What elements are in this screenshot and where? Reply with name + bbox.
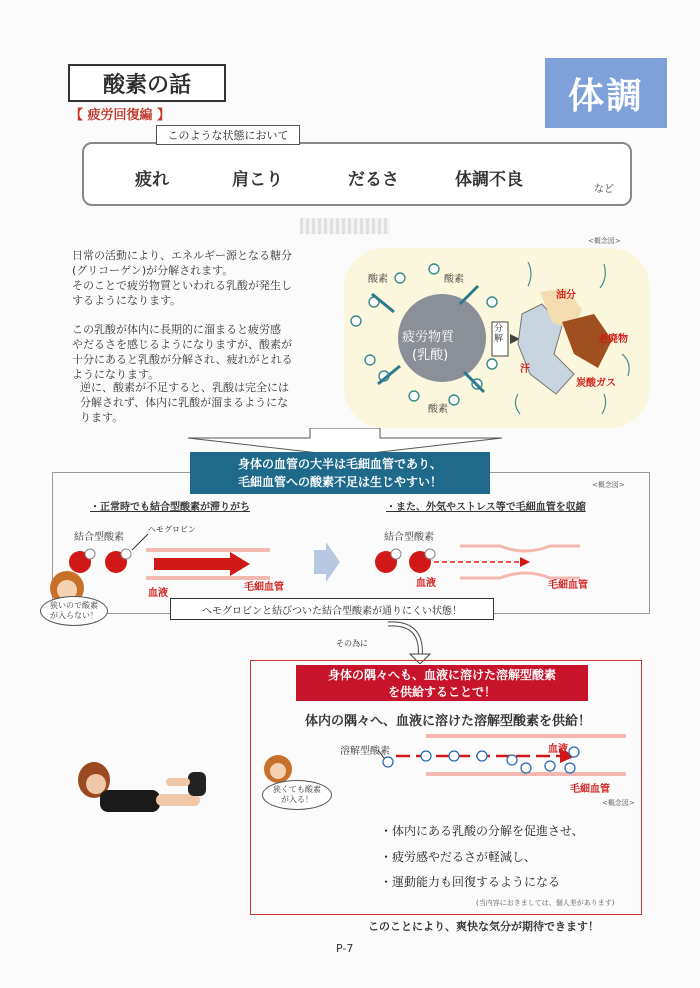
normal-state-heading: ・正常時でも結合型酸素が滞りがち (90, 502, 250, 513)
symptom-item: だるさ (348, 170, 399, 190)
bound-oxygen-label: 結合型酸素 (74, 532, 124, 543)
disclaimer: (当内容におきましては、個人差があります) (476, 899, 615, 907)
capillary-label: 毛細血管 (548, 580, 588, 591)
dissolved-oxygen-diagram (370, 732, 630, 782)
capillary-label: 毛細血管 (570, 784, 610, 795)
oil-label: 油分 (556, 290, 576, 301)
decompose-label: 分解 (494, 324, 504, 344)
curved-arrow-icon (384, 618, 434, 664)
speech-bubble: 狭いので酸素 が入らない！ (40, 596, 108, 626)
reclining-girl-photo (70, 760, 220, 830)
constricted-heading: ・また、外気やストレス等で毛細血管を収縮 (386, 502, 586, 513)
fatigue-substance-label: 疲労物質 (402, 330, 455, 345)
supply-heading: 体内の隅々へ、血液に溶けた溶解型酸素を供給！ (305, 714, 592, 729)
symptoms-suffix: など (594, 184, 614, 195)
dissolved-oxygen-banner: 身体の隅々へも、血液に溶けた溶解型酸素 を供給することで！ (296, 665, 588, 701)
oxygen-label: 酸素 (444, 274, 464, 285)
blood-label: 血液 (548, 744, 568, 755)
oxygen-label: 酸素 (368, 274, 388, 285)
concept-label: <概念図> (588, 237, 621, 245)
therefore-label: その為に (336, 639, 368, 648)
blood-label: 血液 (416, 578, 436, 589)
page-title: 酸素の話 (68, 64, 226, 102)
concept-label: <概念図> (592, 481, 625, 489)
sweat-label: 汗 (520, 364, 530, 375)
capillary-banner: 身体の血管の大半は毛細血管であり、 毛細血管への酸素不足は生じやすい！ (190, 452, 490, 494)
co2-label: 炭酸ガス (576, 378, 616, 389)
blood-label: 血液 (148, 588, 168, 599)
conclusion: このことにより、爽快な気分が期待できます！ (368, 920, 599, 933)
benefit-item: ・体内にある乳酸の分解を促進させ、 (380, 824, 584, 838)
hemoglobin-banner: ヘモグロビンと結びついた結合型酸素が通りにくい状態！ (170, 598, 494, 620)
concept-label: <概念図> (602, 799, 635, 807)
symptom-item: 肩こり (232, 170, 283, 190)
intro-paragraph-3: 逆に、酸素が不足すると、乳酸は完全には 分解されず、体内に乳酸が溜まるようにな ります。 (80, 381, 289, 424)
benefit-item: ・疲労感やだるさが軽減し、 (380, 850, 537, 864)
hemoglobin-label: ヘモグロビン (148, 525, 196, 534)
dissolved-oxygen-label: 溶解型酸素 (340, 746, 390, 757)
intro-paragraph-2: この乳酸が体内に長期的に溜まると疲労感 やだるさを感じるようになりますが、酸素が 十分にあると乳酸が分解され、疲れがとれる ようになります。 (72, 323, 293, 381)
intro-paragraph-1: 日常の活動により、エネルギー源となる糖分 (グリコーゲン)が分解されます。 そのことで疲労物質といわれる乳酸が発生し するようになります。 (72, 249, 292, 307)
page-number: P-7 (336, 942, 354, 955)
capillary-label: 毛細血管 (244, 582, 284, 593)
condition-label: このような状態において (156, 125, 300, 145)
benefit-item: ・運動能力も回復するようになる (380, 875, 561, 889)
waste-label: 老廃物 (598, 334, 628, 345)
lactic-acid-label: (乳酸) (412, 348, 449, 363)
subtitle: 【 疲労回復編 】 (70, 108, 171, 123)
bound-oxygen-label: 結合型酸素 (384, 532, 434, 543)
symptom-item: 疲れ (135, 170, 169, 190)
oxygen-label: 酸素 (428, 404, 448, 415)
symptom-item: 体調不良 (455, 170, 523, 190)
decorative-divider (300, 218, 390, 234)
speech-bubble: 狭くても酸素 が入る！ (262, 780, 332, 810)
category-tag: 体調 (545, 58, 667, 128)
